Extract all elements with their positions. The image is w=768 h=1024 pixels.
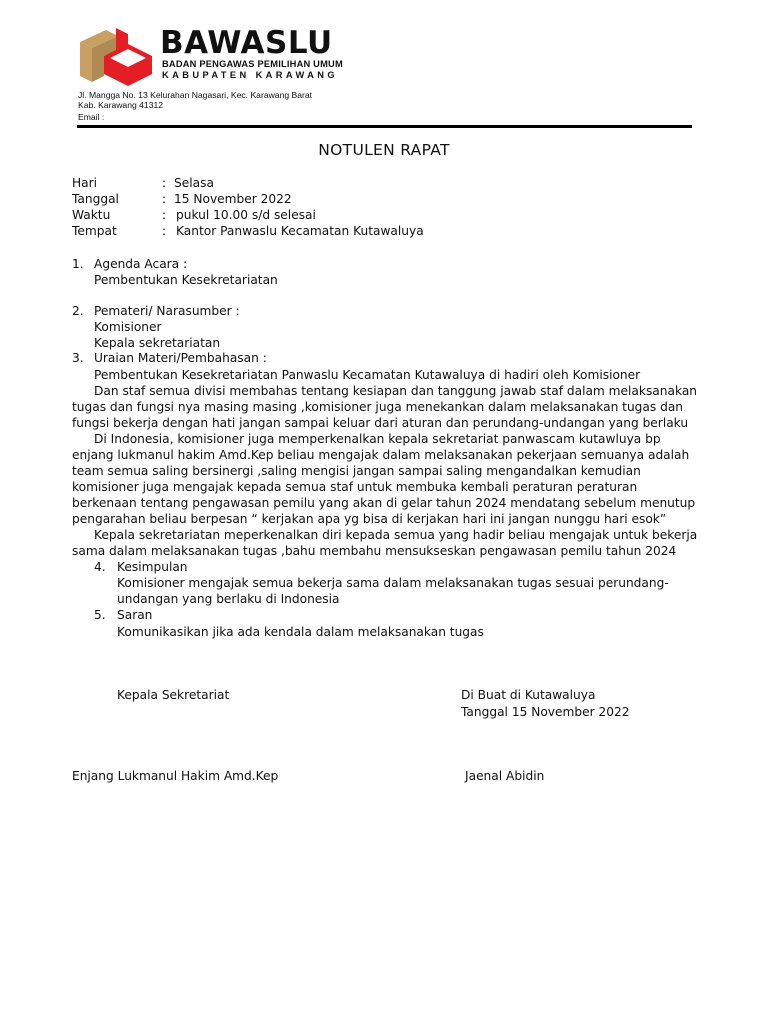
meta-separator: : xyxy=(162,176,167,190)
meta-separator: : xyxy=(162,208,167,222)
org-full-name: BADAN PENGAWAS PEMILIHAN UMUM xyxy=(162,59,343,69)
section-number: 2. xyxy=(72,304,84,318)
section-line: undangan yang berlaku di Indonesia xyxy=(117,592,340,606)
meta-separator: : xyxy=(162,224,167,238)
section-heading: Agenda Acara : xyxy=(94,257,188,271)
paragraph-line: berkenaan tentang pengawasan pemilu yang akan di gelar tahun 2024 mendatang sebelum menutup xyxy=(72,496,696,510)
meta-label: Tempat xyxy=(72,224,117,238)
address-line-2: Kab. Karawang 41312 xyxy=(78,100,164,110)
section-number: 3. xyxy=(72,351,84,365)
section-heading: Saran xyxy=(117,608,153,622)
document-title: NOTULEN RAPAT xyxy=(318,141,450,159)
address-line-1: Jl. Mangga No. 13 Kelurahan Nagasari, Kec. Karawang Barat xyxy=(78,90,313,100)
meta-separator: : xyxy=(162,192,167,206)
paragraph-line: Di Indonesia, komisioner juga memperkenalkan kepala sekretariat panwascam kutawluya bp xyxy=(94,432,661,446)
section-number: 4. xyxy=(94,560,106,574)
section-line: Komisioner xyxy=(94,320,162,334)
paragraph-line: Kepala sekretariatan meperkenalkan diri kepada semua yang hadir beliau mengajak untuk bekerja xyxy=(94,528,698,542)
meta-value: pukul 10.00 s/d selesai xyxy=(176,208,316,222)
section-line: Kepala sekretariatan xyxy=(94,336,221,350)
section-number: 1. xyxy=(72,257,84,271)
meta-label: Hari xyxy=(72,176,98,190)
signing-place: Di Buat di Kutawaluya xyxy=(461,688,596,702)
section-heading: Uraian Materi/Pembahasan : xyxy=(94,351,267,365)
meta-value: 15 November 2022 xyxy=(174,192,292,206)
org-name: BAWASLU xyxy=(160,25,333,61)
paragraph-line: team semua saling bersinergi ,saling mengisi jangan sampai saling mengandalkan kemudian xyxy=(72,464,641,478)
meta-label: Tanggal xyxy=(72,192,119,206)
header-divider xyxy=(77,125,692,128)
left-signer-role: Kepala Sekretariat xyxy=(117,688,230,702)
email-label: Email : xyxy=(78,112,105,122)
org-region: KABUPATEN KARAWANG xyxy=(162,70,339,80)
meta-value: Selasa xyxy=(174,176,214,190)
signing-date: Tanggal 15 November 2022 xyxy=(461,705,630,719)
section-heading: Pemateri/ Narasumber : xyxy=(94,304,240,318)
paragraph-line: komisioner juga mengajak kepada semua staf untuk membuka kembali peraturan peraturan xyxy=(72,480,638,494)
paragraph-line: sama dalam melaksanakan tugas ,bahu membahu mensukseskan pengawasan pemilu tahun 2024 xyxy=(72,544,677,558)
meta-value: Kantor Panwaslu Kecamatan Kutawaluya xyxy=(176,224,424,238)
paragraph-line: tugas dan fungsi nya masing masing ,komisioner juga menekankan dalam melaksanakan tugas dan xyxy=(72,400,684,414)
section-line: Komunikasikan jika ada kendala dalam melaksanakan tugas xyxy=(117,625,484,639)
left-signer-name: Enjang Lukmanul Hakim Amd.Kep xyxy=(72,769,279,783)
section-heading: Kesimpulan xyxy=(117,560,188,574)
section-number: 5. xyxy=(94,608,106,622)
section-line: Pembentukan Kesekretariatan xyxy=(94,273,278,287)
paragraph-line: enjang lukmanul hakim Amd.Kep beliau mengajak dalam melaksanakan pekerjaan semuanya adalah xyxy=(72,448,690,462)
paragraph-line: pengarahan beliau berpesan “ kerjakan apa yg bisa di kerjakan hari ini jangan nunggu hari esok” xyxy=(72,512,667,526)
paragraph-line: Pembentukan Kesekretariatan Panwaslu Kecamatan Kutawaluya di hadiri oleh Komisioner xyxy=(94,368,641,382)
paragraph-line: Dan staf semua divisi membahas tentang kesiapan dan tanggung jawab staf dalam melaksanakan xyxy=(94,384,698,398)
right-signer-name: Jaenal Abidin xyxy=(465,769,545,783)
bawaslu-logo xyxy=(76,26,154,88)
paragraph-line: fungsi bekerja dengan hati jangan sampai keluar dari aturan dan perundang-undangan yang berlaku xyxy=(72,416,689,430)
meta-label: Waktu xyxy=(72,208,111,222)
section-line: Komisioner mengajak semua bekerja sama dalam melaksanakan tugas sesuai perundang- xyxy=(117,576,669,590)
